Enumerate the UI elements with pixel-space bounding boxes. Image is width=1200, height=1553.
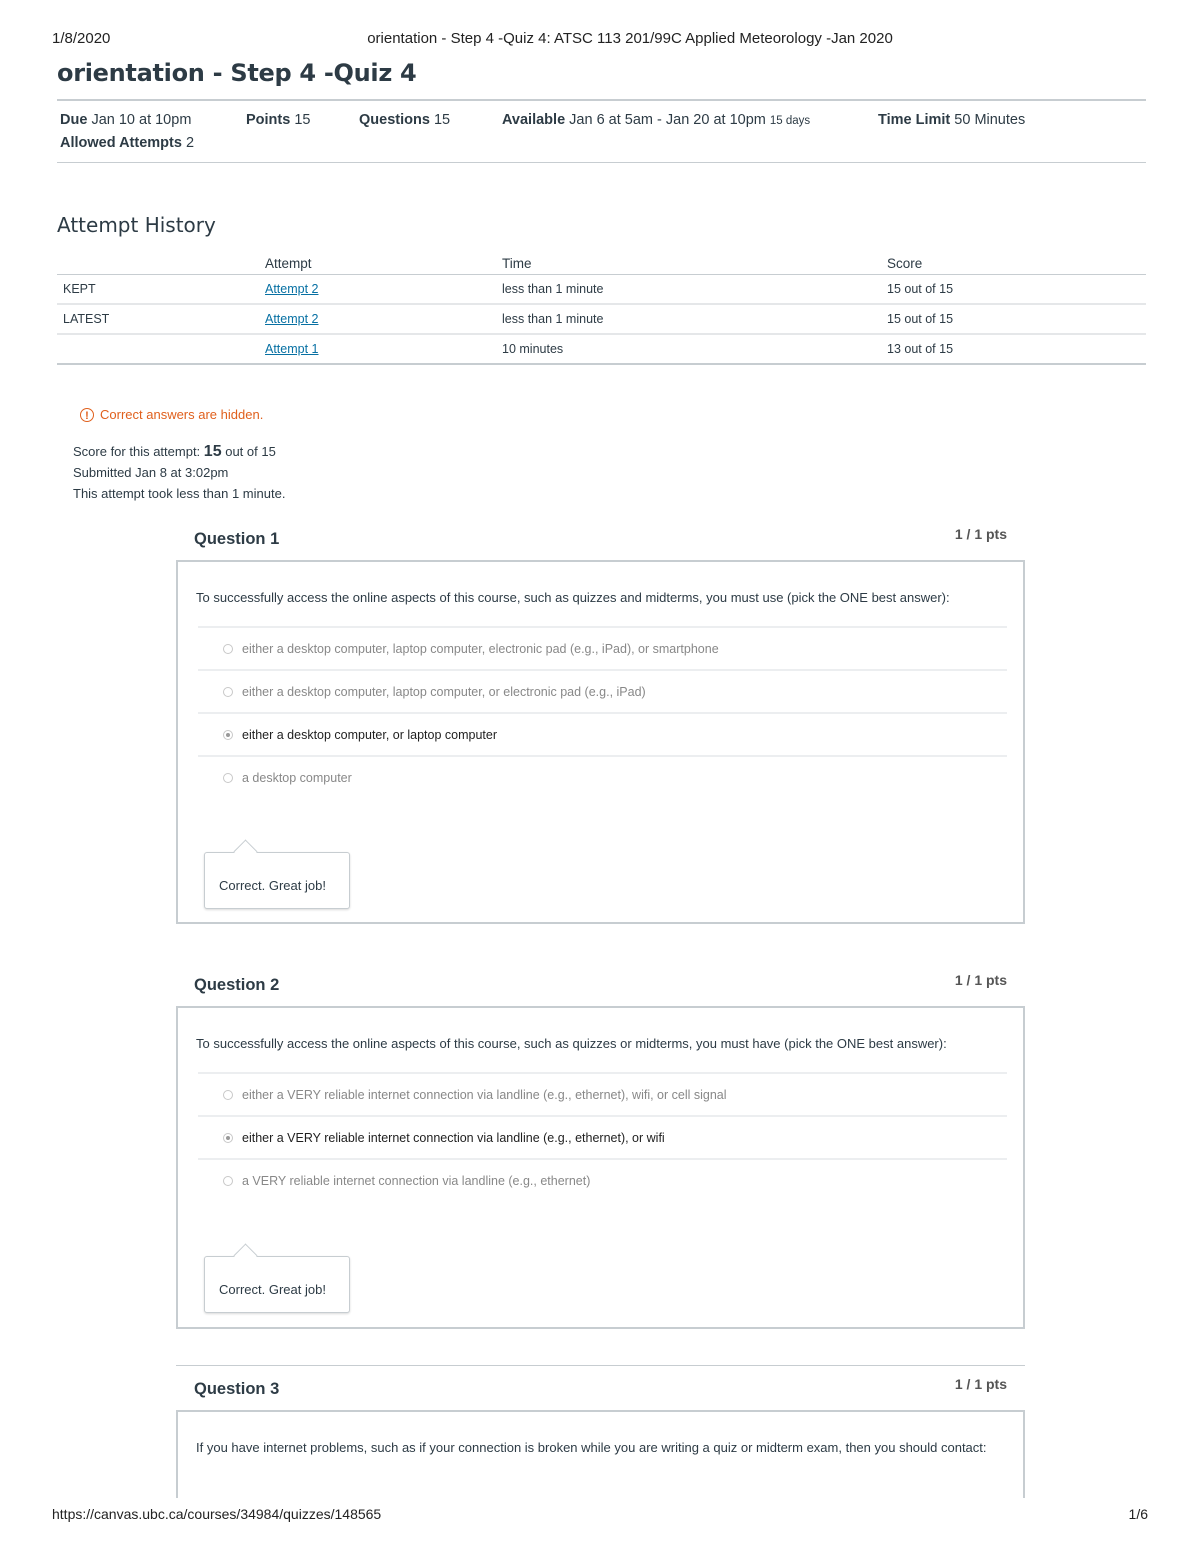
question-name: Question 3 (194, 1380, 280, 1398)
attempts-label: Allowed Attempts (60, 135, 182, 151)
time-limit-label: Time Limit (878, 112, 951, 128)
question-points: 1 / 1 pts (954, 526, 1007, 542)
question-points: 1 / 1 pts (954, 972, 1007, 988)
answer-list (198, 1072, 1007, 1201)
attempt-tag: KEPT (57, 275, 265, 305)
attempt-score-line (73, 441, 285, 462)
radio-button-selected-icon[interactable] (223, 1133, 233, 1143)
question-body (176, 560, 1025, 924)
question-text: To successfully access the online aspects of this course, such as quizzes and midterms, you must use (pick the ONE best answer): (196, 590, 950, 605)
availability (502, 112, 810, 128)
question-name: Question 1 (194, 530, 280, 548)
time-limit-value: 50 Minutes (954, 112, 1026, 128)
question-header (176, 520, 1025, 560)
question-2 (176, 966, 1025, 1329)
attempt-link[interactable]: Attempt 1 (265, 342, 319, 356)
feedback-text: Correct. Great job! (219, 878, 326, 893)
radio-button-icon[interactable] (223, 1176, 233, 1186)
print-page-number: 1/6 (1128, 1506, 1148, 1522)
question-points: 1 / 1 pts (954, 1376, 1007, 1392)
answer-option[interactable] (198, 1072, 1007, 1115)
page-title: orientation - Step 4 -Quiz 4 (57, 59, 417, 87)
attempt-score: 13 out of 15 (887, 334, 1146, 364)
print-header (52, 30, 1148, 50)
points-label: Points (246, 112, 291, 128)
answer-label: either a desktop computer, laptop computer, or electronic pad (e.g., iPad) (242, 684, 646, 699)
feedback-bubble (204, 852, 350, 909)
answer-label: either a VERY reliable internet connection via landline (e.g., ethernet), or wifi (242, 1130, 665, 1145)
feedback-bubble (204, 1256, 350, 1313)
available-label: Available (502, 112, 566, 128)
divider (57, 99, 1146, 101)
question-body (176, 1006, 1025, 1329)
allowed-attempts (60, 135, 194, 151)
radio-button-icon[interactable] (223, 687, 233, 697)
attempt-tag: LATEST (57, 304, 265, 334)
answer-label: a VERY reliable internet connection via landline (e.g., ethernet) (242, 1173, 591, 1188)
caret-up-icon (233, 1243, 257, 1267)
radio-button-icon[interactable] (223, 1090, 233, 1100)
column-header: Score (887, 252, 1146, 275)
answer-option[interactable] (198, 755, 1007, 798)
submitted-time: Submitted Jan 8 at 3:02pm (73, 465, 229, 480)
answer-label: either a desktop computer, or laptop computer (242, 727, 498, 742)
question-3 (176, 1370, 1025, 1498)
attempt-score: 15 out of 15 (887, 275, 1146, 305)
questions-label: Questions (359, 112, 430, 128)
attempt-time: less than 1 minute (502, 275, 887, 305)
attempt-history-title: Attempt History (57, 213, 216, 237)
question-body (176, 1410, 1025, 1498)
question-text: If you have internet problems, such as if your connection is broken while you are writing a quiz or midterm exam, then you should contact: (196, 1440, 987, 1455)
answer-option[interactable] (198, 626, 1007, 669)
answer-label: either a desktop computer, laptop computer, electronic pad (e.g., iPad), or smartphone (242, 641, 719, 656)
hidden-answers-notice (80, 407, 263, 422)
print-footer (52, 1506, 1148, 1526)
answer-option-selected[interactable] (198, 1115, 1007, 1158)
answer-label: either a VERY reliable internet connection via landline (e.g., ethernet), wifi, or cell signal (242, 1087, 727, 1102)
print-date: 1/8/2020 (52, 30, 111, 47)
question-count (359, 112, 450, 128)
answer-option[interactable] (198, 669, 1007, 712)
attempt-duration: This attempt took less than 1 minute. (73, 486, 286, 501)
available-days: 15 days (769, 115, 811, 127)
questions-value: 15 (433, 112, 451, 128)
question-name: Question 2 (194, 976, 280, 994)
divider (176, 1365, 1025, 1366)
time-limit (878, 112, 1025, 128)
attempt-score: 15 out of 15 (887, 304, 1146, 334)
answer-label: a desktop computer (242, 770, 352, 785)
attempts-value: 2 (185, 135, 195, 151)
print-document-title: orientation - Step 4 -Quiz 4: ATSC 113 201/99C Applied Meteorology -Jan 2020 (367, 30, 893, 47)
radio-button-selected-icon[interactable] (223, 730, 233, 740)
attempt-history-table (57, 252, 1146, 365)
question-text: To successfully access the online aspects of this course, such as quizzes or midterms, you must have (pick the ONE best answer): (196, 1036, 947, 1051)
divider (57, 162, 1146, 163)
answer-list (198, 626, 1007, 798)
caret-up-icon (233, 839, 257, 863)
print-url: https://canvas.ubc.ca/courses/34984/quizzes/148565 (52, 1506, 382, 1522)
attempt-summary (73, 441, 285, 504)
table-row (57, 334, 1146, 364)
attempt-time: less than 1 minute (502, 304, 887, 334)
warning-icon: ! (80, 408, 94, 422)
notice-text: Correct answers are hidden. (100, 407, 264, 422)
table-row (57, 275, 1146, 305)
column-header (57, 252, 265, 275)
table-header-row (57, 252, 1146, 275)
attempt-link[interactable]: Attempt 2 (265, 312, 319, 326)
due-date (60, 112, 191, 128)
attempt-link[interactable]: Attempt 2 (265, 282, 319, 296)
attempt-time: 10 minutes (502, 334, 887, 364)
due-label: Due (60, 112, 88, 128)
column-header: Time (502, 252, 887, 275)
question-1 (176, 520, 1025, 924)
available-value: Jan 6 at 5am - Jan 20 at 10pm (569, 112, 766, 128)
attempt-tag (57, 334, 265, 364)
score-value: 15 (203, 443, 222, 460)
score-label: Score for this attempt: (73, 444, 201, 459)
column-header: Attempt (265, 252, 502, 275)
due-value: Jan 10 at 10pm (91, 112, 192, 128)
answer-option[interactable] (198, 1158, 1007, 1201)
score-suffix: out of 15 (225, 444, 276, 459)
points-value: 15 (294, 112, 311, 128)
question-header (176, 1370, 1025, 1410)
table-row (57, 304, 1146, 334)
answer-option-selected[interactable] (198, 712, 1007, 755)
question-header (176, 966, 1025, 1006)
radio-button-icon[interactable] (223, 644, 233, 654)
points (246, 112, 310, 128)
radio-button-icon[interactable] (223, 773, 233, 783)
feedback-text: Correct. Great job! (219, 1282, 326, 1297)
